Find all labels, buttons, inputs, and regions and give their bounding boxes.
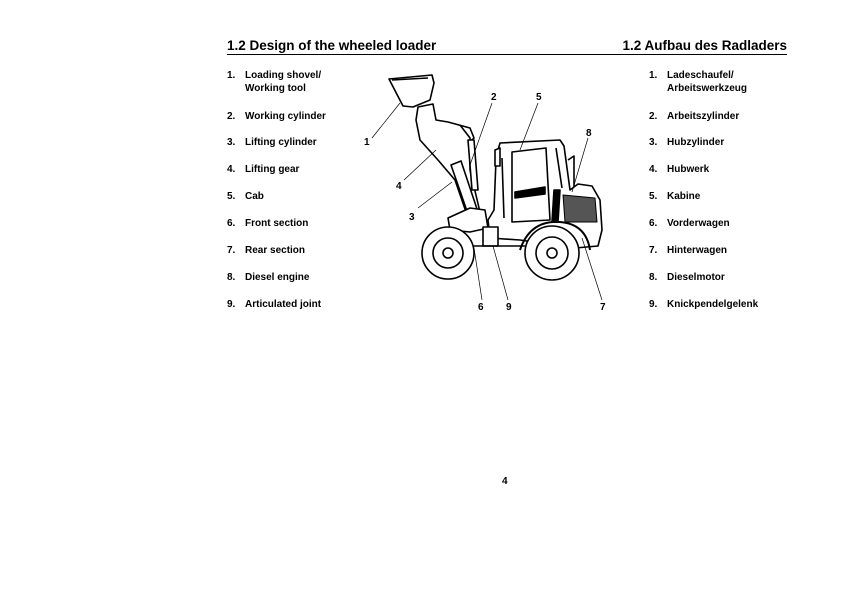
item-number: 8. [227, 272, 236, 283]
item-number: 4. [227, 164, 236, 175]
item-number: 7. [227, 245, 236, 256]
item-label: Arbeitszylinder [667, 111, 740, 122]
callout-5: 5 [536, 92, 542, 103]
item-label-line2: Arbeitswerkzeug [667, 83, 748, 94]
front-wheel [422, 227, 474, 279]
item-number: 5. [649, 191, 658, 202]
callout-4: 4 [396, 181, 402, 192]
callout-1: 1 [364, 137, 370, 148]
item-label: Front section [245, 218, 309, 229]
item-number: 3. [649, 137, 658, 148]
item-number: 9. [649, 299, 658, 310]
item-label: Articulated joint [245, 299, 322, 310]
item-label: Rear section [245, 245, 306, 256]
item-label: Dieselmotor [667, 272, 725, 283]
item-number: 5. [227, 191, 236, 202]
callout-6: 6 [478, 302, 484, 313]
callout-2: 2 [491, 92, 497, 103]
item-number: 7. [649, 245, 658, 256]
item-number: 6. [649, 218, 658, 229]
item-label: Hubwerk [667, 164, 710, 175]
item-number: 1. [649, 70, 658, 81]
item-number: 1. [227, 70, 236, 81]
heading-german: 1.2 Aufbau des Radladers [622, 38, 787, 53]
item-label: Ladeschaufel/ [667, 70, 734, 81]
item-label: Hinterwagen [667, 245, 728, 256]
item-label: Cab [245, 191, 264, 202]
item-label: Lifting cylinder [245, 137, 317, 148]
item-number: 2. [227, 111, 236, 122]
callout-8: 8 [586, 128, 592, 139]
item-label: Lifting gear [245, 164, 300, 175]
page-number: 4 [502, 476, 508, 487]
item-label: Loading shovel/ [245, 70, 322, 81]
item-label: Kabine [667, 191, 701, 202]
item-number: 2. [649, 111, 658, 122]
item-number: 6. [227, 218, 236, 229]
item-label: Knickpendelgelenk [667, 299, 759, 310]
item-number: 3. [227, 137, 236, 148]
item-label: Diesel engine [245, 272, 310, 283]
item-label: Working cylinder [245, 111, 326, 122]
callout-3: 3 [409, 212, 415, 223]
callout-9: 9 [506, 302, 512, 313]
item-label-line2: Working tool [245, 83, 306, 94]
callout-7: 7 [600, 302, 606, 313]
item-number: 9. [227, 299, 236, 310]
heading-english: 1.2 Design of the wheeled loader [227, 38, 437, 53]
item-label: Vorderwagen [667, 218, 730, 229]
item-number: 8. [649, 272, 658, 283]
articulated-joint [483, 227, 498, 246]
item-number: 4. [649, 164, 658, 175]
item-label: Hubzylinder [667, 137, 725, 148]
